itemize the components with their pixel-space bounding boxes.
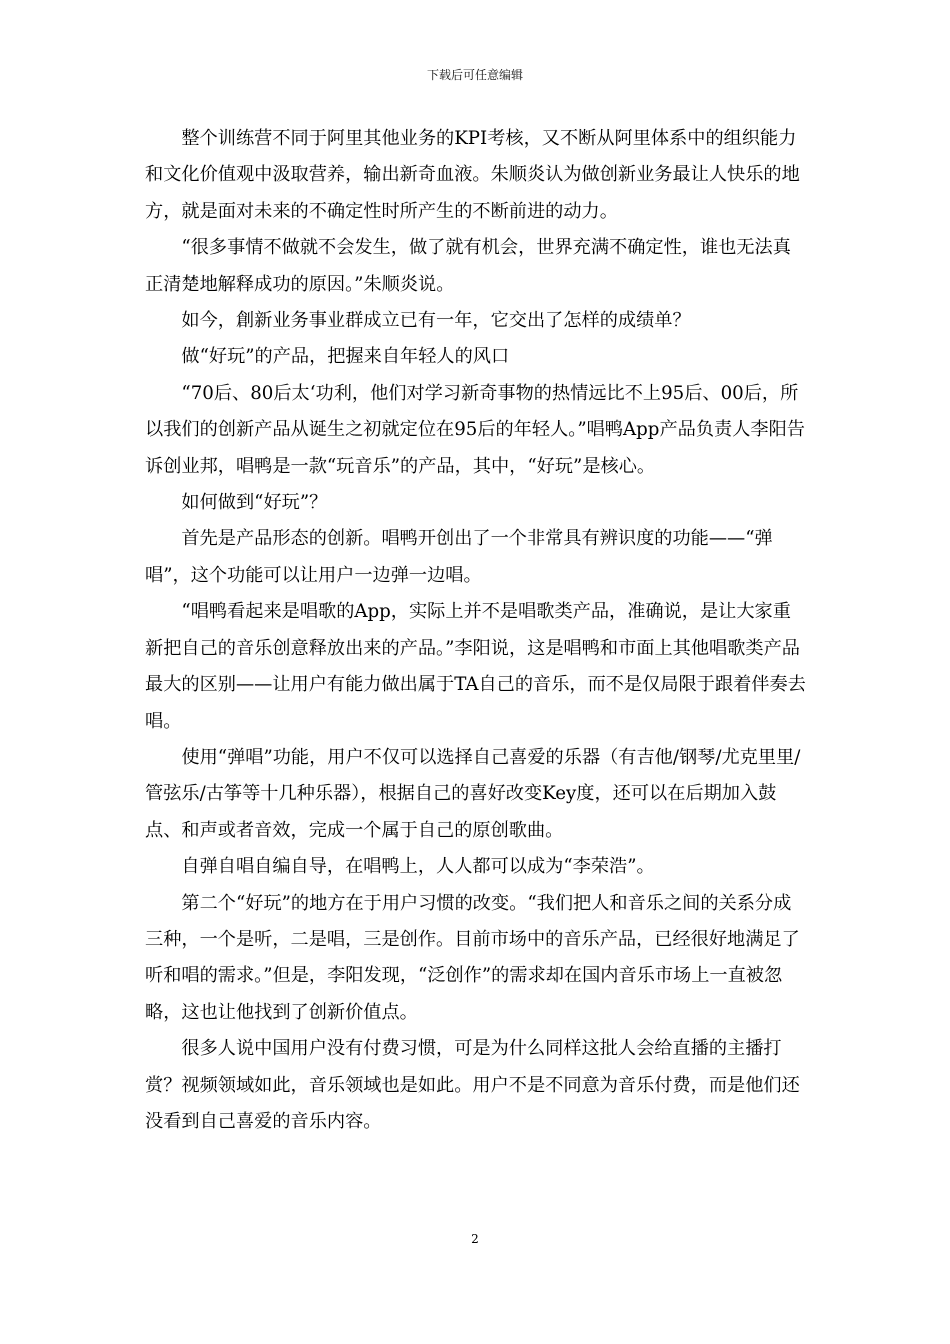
page-header: 下载后可任意编辑: [426, 68, 523, 82]
page-number: 2: [471, 1232, 479, 1246]
paragraph: “很多事情不做就不会发生，做了就有机会，世界充满不确定性，谁也无法真正清楚地解释成功的原因。”朱顺炎说。: [145, 237, 791, 295]
paragraph: 整个训练营不同于阿里其他业务的KPI考核，又不断从阿里体系中的组织能力和文化价值观中汲取营养，输出新奇血液。朱顺炎认为做创新业务最让人快乐的地方，就是面对未来的不确定性时所产生的不断前进的动力。: [145, 128, 800, 222]
body-text: [145, 121, 807, 1140]
paragraph: 如何做到“好玩”？: [181, 492, 328, 514]
paragraph: 自弹自唱自编自导，在唱鸭上，人人都可以成为“李荣浩”。: [181, 856, 655, 878]
paragraph: “唱鸭看起来是唱歌的App，实际上并不是唱歌类产品，准确说，是让大家重新把自己的音乐创意释放出来的产品。”李阳说，这是唱鸭和市面上其他唱歌类产品最大的区别——让用户有能力做出属于TA自己的音乐，而不是仅局限于跟着伴奏去唱。: [145, 601, 806, 732]
paragraph: 第二个“好玩”的地方在于用户习惯的改变。“我们把人和音乐之间的关系分成三种，一个是听，二是唱，三是创作。目前市场中的音乐产品，已经很好地满足了听和唱的需求。”但是，李阳发现，“泛创作”的需求却在国内音乐市场上一直被忽略，这也让他找到了创新价值点。: [145, 892, 800, 1023]
paragraph: 使用“弹唱”功能，用户不仅可以选择自己喜爱的乐器（有吉他/钢琴/尤克里里/管弦乐/古筝等十几种乐器），根据自己的喜好改变Key度，还可以在后期加入鼓点、和声或者音效，完成一个属于自己的原创歌曲。: [145, 746, 801, 841]
section-heading: 做“好玩”的产品，把握来自年轻人的风口: [181, 346, 510, 368]
paragraph: “70后、80后太‘功利，他们对学习新奇事物的热情远比不上95后、00后，所以我们的创新产品从诞生之初就定位在95后的年轻人。”唱鸭App产品负责人李阳告诉创业邦，唱鸭是一款“玩音乐”的产品，其中，“好玩”是核心。: [145, 382, 805, 477]
paragraph: 如今，創新业务事业群成立已有一年，它交出了怎样的成绩单？: [181, 310, 691, 332]
paragraph: 很多人说中国用户没有付费习惯，可是为什么同样这批人会给直播的主播打赏？视频领域如此，音乐领域也是如此。用户不是不同意为音乐付费，而是他们还没看到自己喜爱的音乐内容。: [145, 1038, 800, 1132]
paragraph: 首先是产品形态的创新。唱鸭开创出了一个非常具有辨识度的功能——“弹唱”，这个功能可以让用户一边弹一边唱。: [145, 528, 773, 586]
